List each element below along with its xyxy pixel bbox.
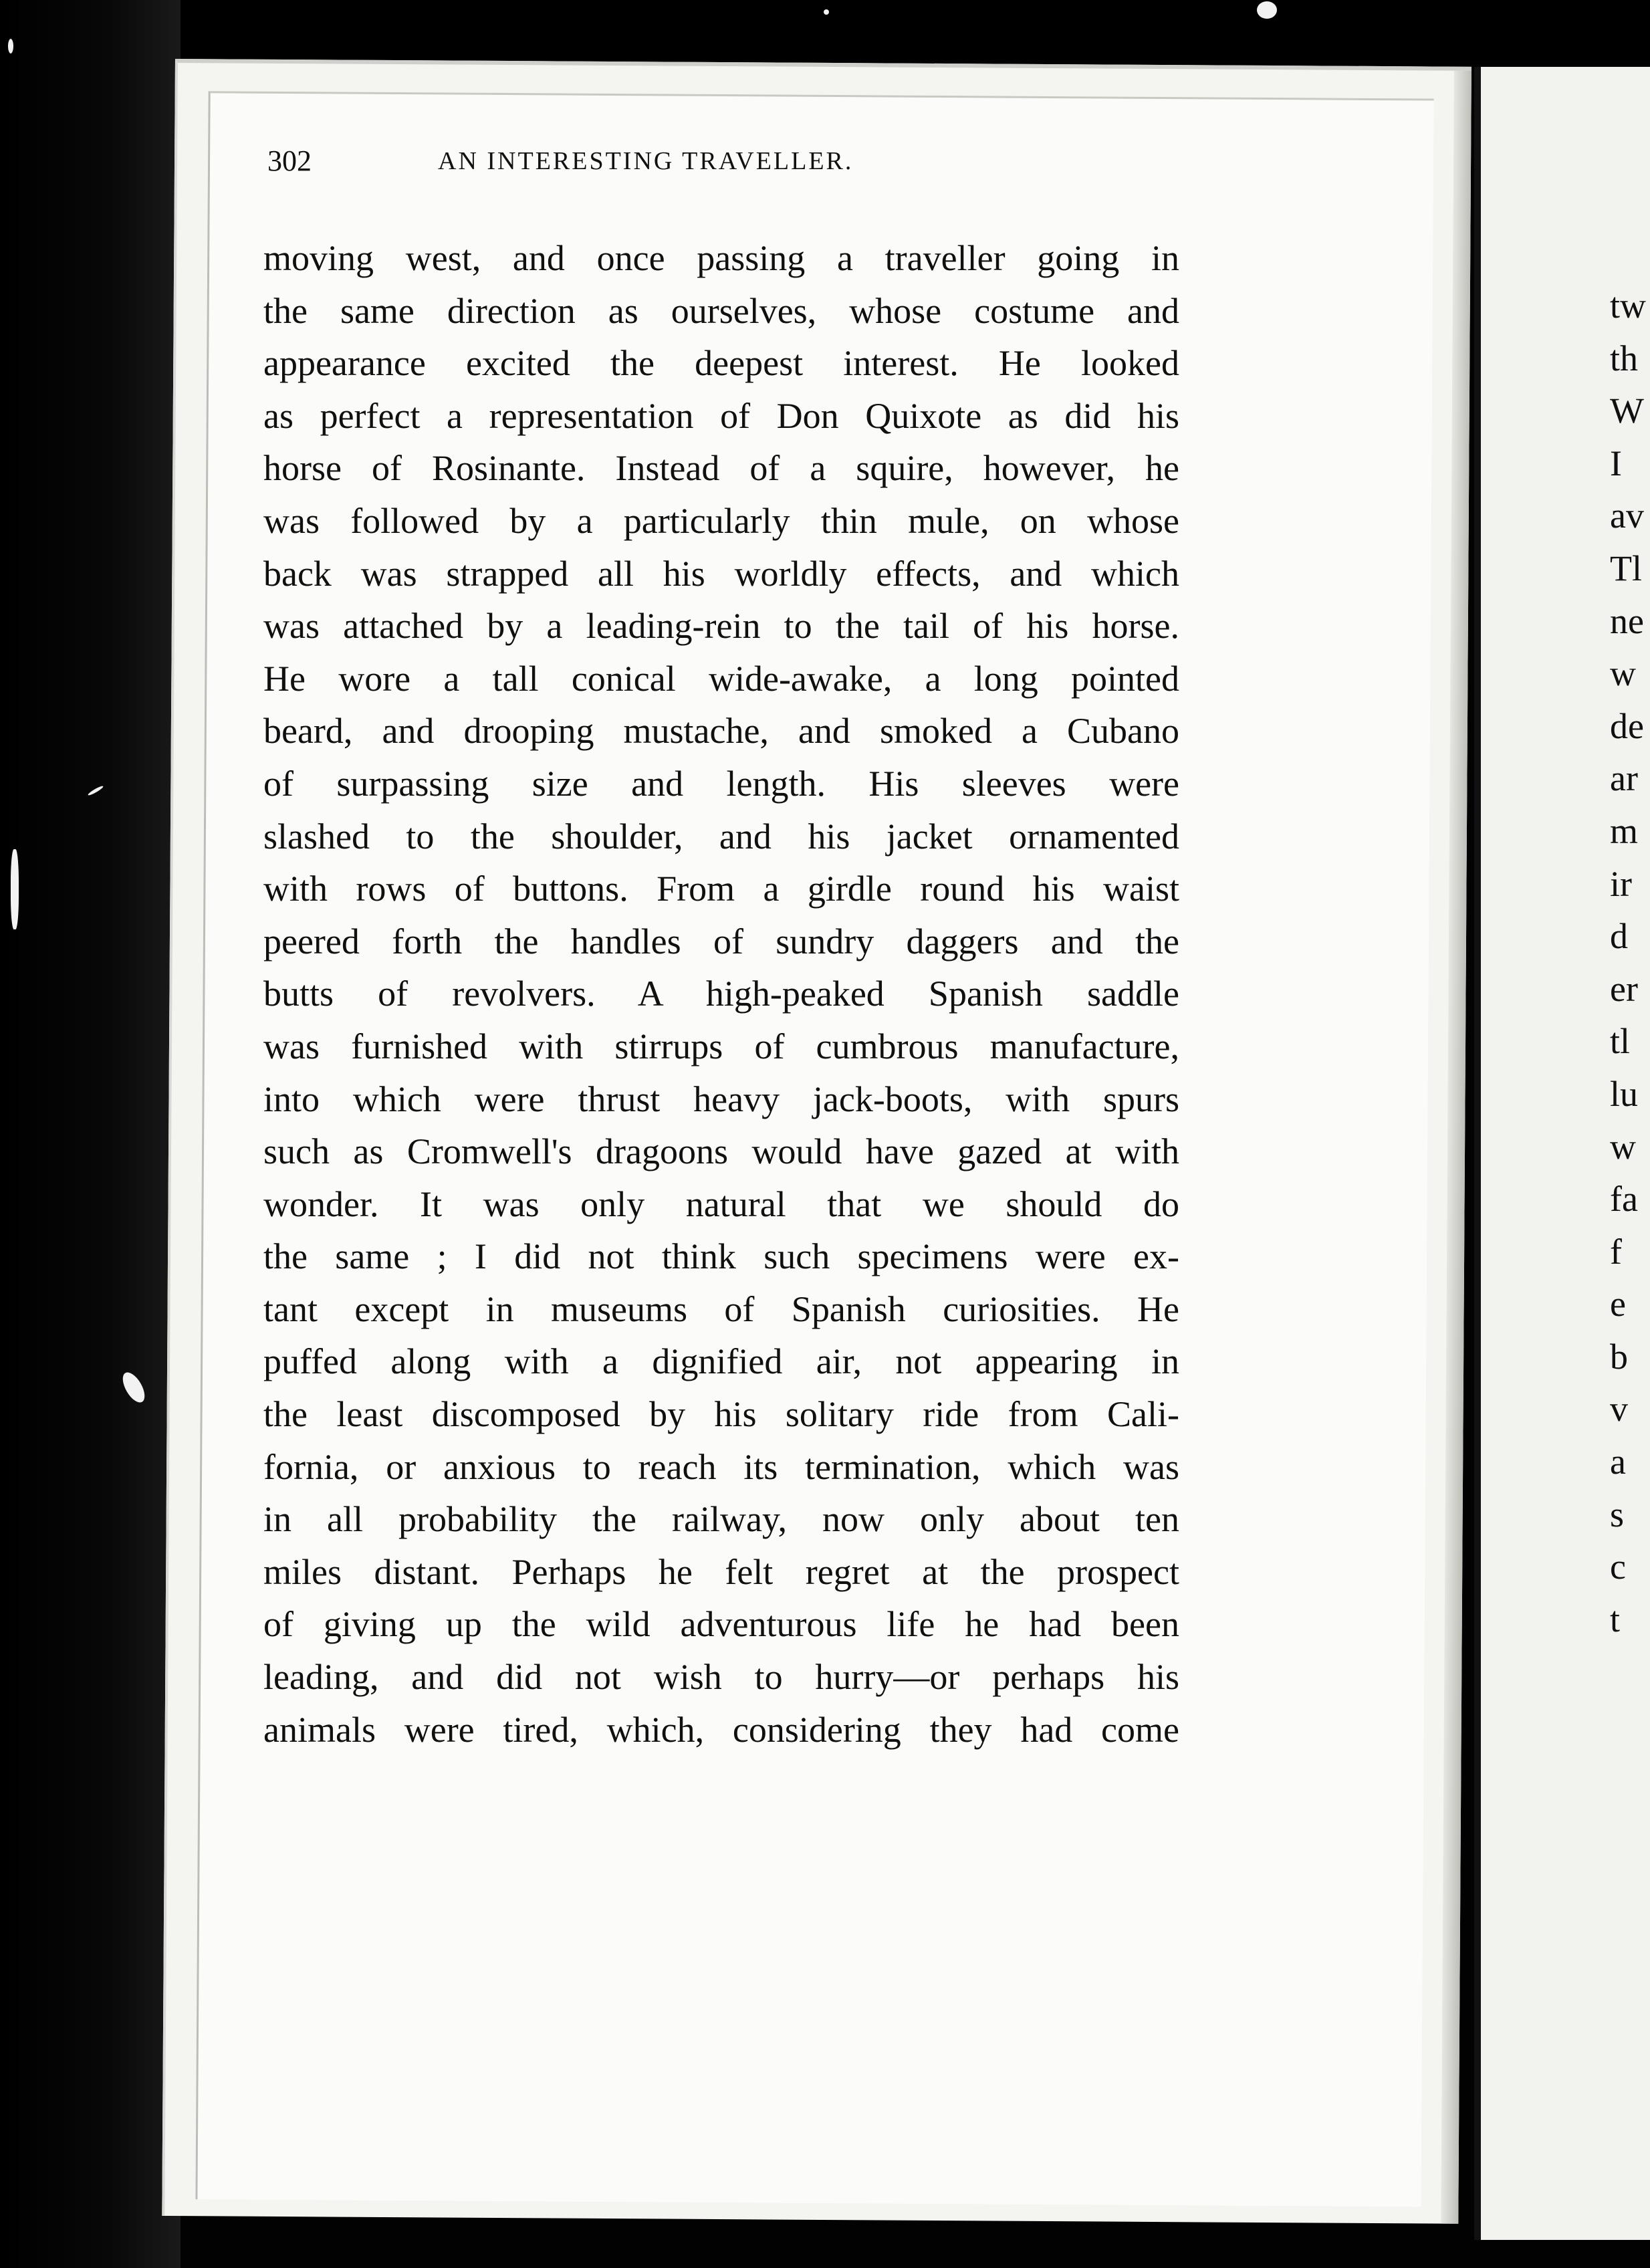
text-line: miles distant. Perhaps he felt regret at the prospect [263, 1551, 1179, 1592]
facing-page-fragment: c [1610, 1547, 1626, 1587]
text-line: moving west, and once passing a traveller going in [263, 238, 1179, 278]
text-line: into which were thrust heavy jack-boots, with spurs [263, 1079, 1179, 1119]
book-binding-edge [0, 0, 181, 2268]
facing-page-fragment: av [1610, 495, 1644, 536]
facing-page-fragment: ar [1610, 758, 1638, 799]
facing-page-fragment: d [1610, 916, 1628, 957]
text-line: slashed to the shoulder, and his jacket ornamented [263, 816, 1179, 857]
text-line: in all probability the railway, now only about ten [263, 1499, 1179, 1540]
text-line: animals were tired, which, considering they had come [263, 1709, 1179, 1750]
scan-speck [11, 849, 19, 929]
text-line: tant except in museums of Spanish curiosities. He [263, 1288, 1179, 1329]
text-line: as perfect a representation of Don Quixote as did his [263, 395, 1179, 436]
facing-page-fragment: de [1610, 705, 1644, 746]
text-line: of giving up the wild adventurous life he had been [263, 1604, 1179, 1645]
facing-page-fragment: I [1610, 443, 1622, 483]
text-line: was furnished with stirrups of cumbrous manufacture, [263, 1026, 1179, 1066]
facing-page-fragment: f [1610, 1231, 1622, 1272]
facing-page-fragment: tl [1610, 1021, 1631, 1062]
facing-page-fragment: tw [1610, 286, 1646, 326]
facing-page-fragment: ne [1610, 600, 1644, 641]
text-line: back was strapped all his worldly effects, and which [263, 553, 1179, 594]
facing-page-fragment: m [1610, 810, 1639, 851]
text-line: butts of revolvers. A high-peaked Spanish saddle [263, 974, 1179, 1014]
text-line: beard, and drooping mustache, and smoked a Cubano [263, 711, 1179, 752]
text-line: horse of Rosinante. Instead of a squire, however, he [263, 448, 1179, 489]
text-line: wonder. It was only natural that we should do [263, 1183, 1179, 1224]
body-text [263, 232, 1179, 1756]
facing-page-fragment: fa [1610, 1179, 1638, 1220]
text-line: the least discomposed by his solitary ride from Cali- [263, 1394, 1179, 1435]
facing-page-fragment: ir [1610, 863, 1632, 904]
text-line: appearance excited the deepest interest. He looked [263, 343, 1179, 384]
facing-page-fragment: lu [1610, 1073, 1639, 1114]
running-title: AN INTERESTING TRAVELLER. [438, 147, 854, 175]
facing-page-fragment: er [1610, 968, 1638, 1009]
page-right-edge [1441, 71, 1471, 2224]
facing-page-text-fragments [1610, 279, 1650, 1646]
text-line: peered forth the handles of sundry daggers and the [263, 921, 1179, 961]
facing-page-fragment: v [1610, 1389, 1628, 1430]
scan-speck [824, 9, 829, 15]
facing-page-fragment: th [1610, 338, 1639, 378]
text-line: was attached by a leading-rein to the tail of his horse. [263, 606, 1179, 647]
facing-page-fragment: a [1610, 1442, 1626, 1482]
text-line: such as Cromwell's dragoons would have gazed at with [263, 1131, 1179, 1172]
facing-page-fragment: w [1610, 1126, 1636, 1167]
facing-page-fragment: s [1610, 1494, 1625, 1535]
text-line: the same direction as ourselves, whose costume and [263, 290, 1179, 331]
facing-page-fragment: W [1610, 390, 1644, 431]
text-line: with rows of buttons. From a girdle round his waist [263, 869, 1179, 909]
facing-page-fragment: b [1610, 1336, 1628, 1377]
scan-speck [1257, 1, 1277, 19]
text-line: puffed along with a dignified air, not appearing in [263, 1341, 1179, 1382]
text-line: was followed by a particularly thin mule, on whose [263, 500, 1179, 541]
facing-page-fragment: w [1610, 653, 1636, 694]
text-line: He wore a tall conical wide-awake, a long pointed [263, 658, 1179, 699]
text-line: fornia, or anxious to reach its termination, which was [263, 1446, 1179, 1487]
text-line: of surpassing size and length. His sleeves were [263, 763, 1179, 804]
facing-page-fragment: t [1610, 1599, 1621, 1639]
text-line: leading, and did not wish to hurry—or perhaps his [263, 1657, 1179, 1698]
text-line: the same ; I did not think such specimens were ex- [263, 1236, 1179, 1277]
facing-page-fragment: e [1610, 1284, 1626, 1325]
page-number: 302 [267, 144, 312, 177]
scan-speck [8, 39, 13, 53]
facing-page-fragment: Tl [1610, 548, 1642, 588]
